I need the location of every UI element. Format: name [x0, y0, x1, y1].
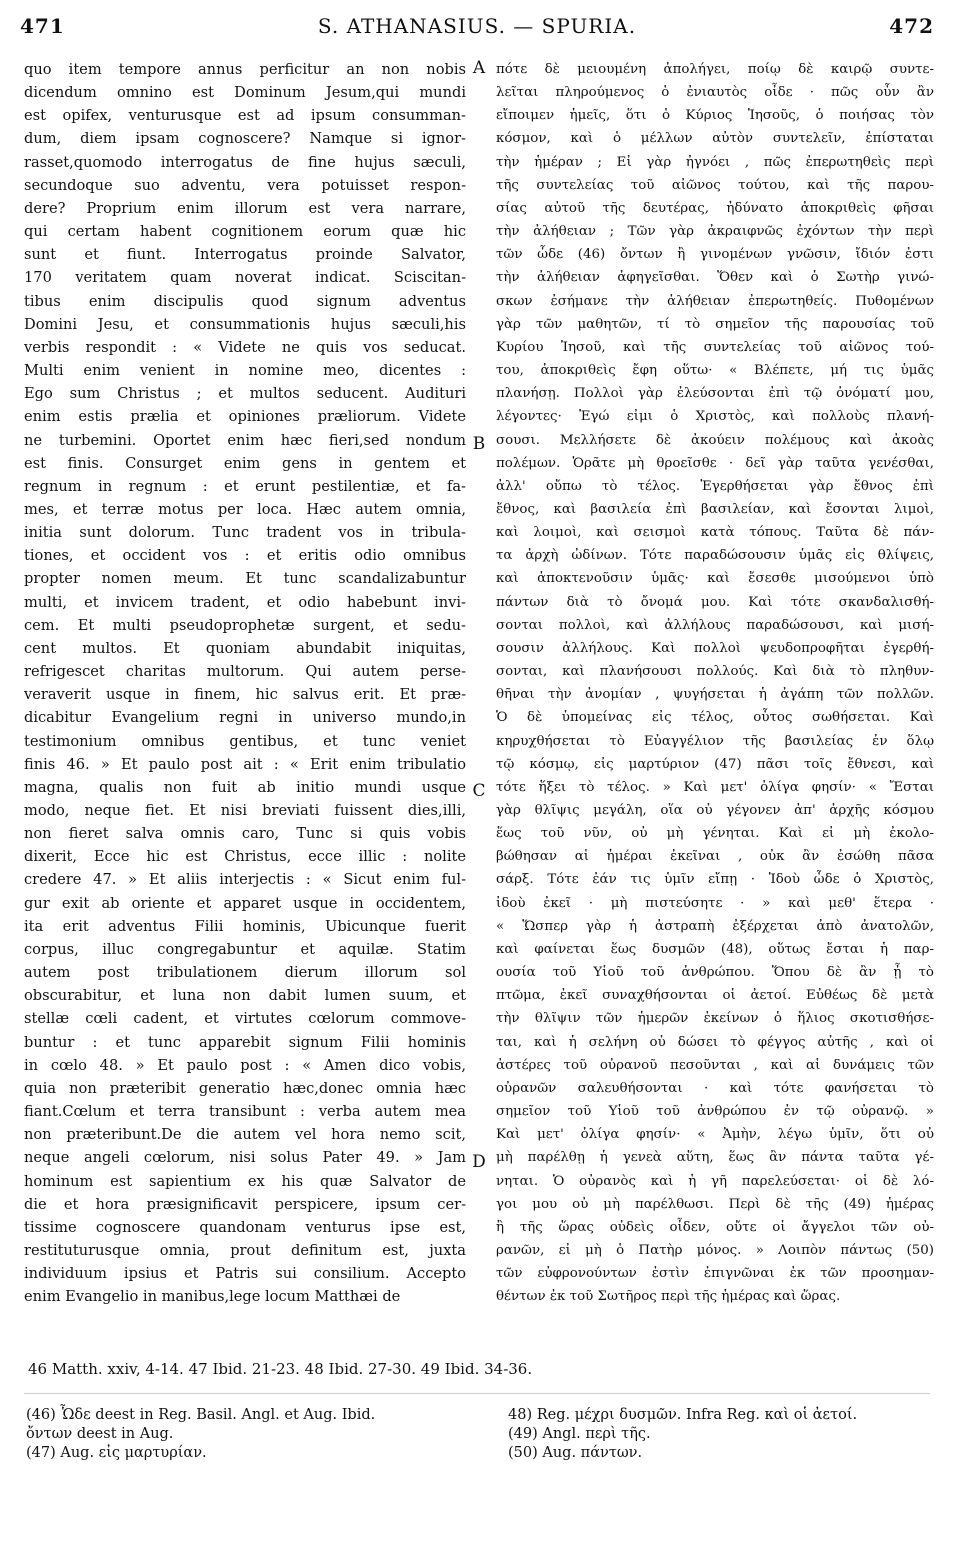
latin-text-line: Ego sum Christus ; et multos seducent. Audituri [24, 385, 466, 403]
greek-text-line: λεῖται πληρούμενος ὁ ἐνιαυτὸς οἶδε · πῶς οὖν ἂν [496, 85, 934, 101]
footnote-line: (46) Ὧδε deest in Reg. Basil. Angl. et Aug. Ibid. [26, 1407, 376, 1423]
latin-text-line: die et hora præsignificavit perspicere, ipsum cer- [24, 1195, 466, 1213]
latin-text-line: in cœlo 48. » Et paulo post : « Amen dico vobis, [24, 1056, 466, 1074]
latin-text-line: non fieret salva omnis caro, Tunc si quis vobis [24, 825, 466, 843]
greek-text-line: τὴν ἀλήθειαν ἀφηγεῖσθαι. Ὅθεν καὶ ὁ Σωτὴρ γινώ- [496, 270, 934, 286]
greek-text-line: οὐρανῶν σαλευθήσονται · καὶ τότε φανήσεται τὸ [496, 1080, 934, 1096]
greek-text-line: ἔθνος, καὶ βασιλεία ἐπὶ βασιλείαν, καὶ ἔσονται λιμοὶ, [496, 501, 934, 517]
latin-text-line: cent multos. Et quoniam abundabit iniquitas, [24, 639, 466, 657]
latin-text-line: propter nomen meum. Et tunc scandalizabuntur [24, 570, 466, 588]
latin-text-line: rasset,quomodo interrogatus de fine hujus sæculi, [24, 153, 466, 171]
greek-text-line: κηρυχθήσεται τὸ Εὐαγγέλιον τῆς βασιλείας ἐν ὅλῳ [496, 733, 934, 749]
latin-text-line: initia sunt dolorum. Tunc tradent vos in tribula- [24, 524, 466, 542]
latin-text-line: est opifex, venturusque est ad ipsum consumman- [24, 107, 466, 125]
footnote-line: 48) Reg. μέχρι δυσμῶν. Infra Reg. καὶ οἱ ἀετοί. [508, 1407, 858, 1423]
latin-text-line: enim Evangelio in manibus,lege locum Matthæi de [24, 1288, 401, 1306]
footnotes-right [508, 1406, 928, 1463]
greek-text-line: σουσιν ἀλλήλους. Καὶ πολλοὶ ψευδοπροφῆται ἐγερθή- [496, 640, 934, 656]
latin-text-line: dicabitur Evangelium regni in universo mundo,in [24, 709, 466, 727]
greek-text-line: γὰρ θλῖψις μεγάλη, οἵα οὐ γέγονεν ἀπ' ἀρχῆς κόσμου [496, 803, 934, 818]
greek-text-line: γοι μου οὐ μὴ παρέλθωσι. Περὶ δὲ τῆς (49) ἡμέρας [496, 1196, 934, 1212]
footnote-divider [24, 1393, 930, 1394]
greek-text-line: Κυρίου Ἰησοῦ, καὶ τῆς συντελείας τοῦ αἰῶνος τού- [496, 339, 934, 355]
latin-text-line: quo item tempore annus perficitur an non nobis [24, 61, 466, 78]
latin-text-line: est finis. Consurget enim gens in gentem et [24, 454, 466, 472]
greek-text-line: σάρξ. Τότε ἐάν τις ὑμῖν εἴπῃ · Ἰδοὺ ὧδε ὁ Χριστὸς, [496, 872, 934, 888]
latin-text-line: veraverit usque in finem, hic salvus erit. Et præ- [24, 686, 466, 704]
greek-text-line: ἢ τῆς ὥρας οὐδεὶς οἶδεν, οὔτε οἱ ἄγγελοι τῶν οὐ- [496, 1219, 934, 1235]
latin-text-line: tiones, et occident vos : et eritis odio omnibus [24, 547, 466, 565]
greek-text-line: ἰδοὺ ἐκεῖ · μὴ πιστεύσητε · » καὶ μεθ' ἕτερα · [496, 895, 934, 911]
latin-text-line: stellæ cœli cadent, et virtutes cœlorum commove- [24, 1010, 466, 1028]
section-marker-d: D [472, 1152, 486, 1172]
greek-text-line: βώθησαν αἱ ἡμέραι ἐκεῖναι , οὐκ ἂν ἐσώθη πᾶσα [496, 849, 934, 865]
latin-text-line: cem. Et multi pseudoprophetæ surgent, et sedu- [24, 616, 466, 634]
greek-text-line: νηται. Ὁ οὐρανὸς καὶ ἡ γῆ παρελεύσεται· οἱ δὲ λό- [496, 1173, 934, 1189]
latin-text-line: tibus enim discipulis quod signum adventus [24, 292, 466, 310]
latin-text-line: gur exit ab oriente et apparet usque in occidentem, [24, 894, 466, 912]
greek-text-line: σημεῖον τοῦ Υἱοῦ τοῦ ἀνθρώπου ἐν τῷ οὐρανῷ. » [496, 1104, 934, 1120]
latin-text-line: magna, qualis non fuit ab initio mundi usque [24, 778, 466, 796]
latin-text-line: enim estis prælia et opiniones præliorum. Videte [24, 408, 466, 426]
greek-text-line: ουσία τοῦ Υἱοῦ τοῦ ἀνθρώπου. Ὅπου δὲ ἂν ᾖ τὸ [496, 965, 934, 981]
latin-text-line: dere? Proprium enim illorum est vera narrare, [24, 199, 466, 217]
greek-text-line: τὴν ἡμέραν ; Εἰ γὰρ ἠγνόει , πῶς ἐπερωτηθεὶς περὶ [496, 154, 934, 170]
greek-text-line: τα ἀρχὴ ὠδίνων. Τότε παραδώσουσιν ὑμᾶς εἰς θλίψεις, [496, 548, 934, 564]
greek-text-line: εἴποιμεν ἡμεῖς, ὅτι ὁ Κύριος Ἰησοῦς, ὁ ποιήσας τὸν [496, 108, 934, 124]
latin-text-line: neque angeli cœlorum, nisi solus Pater 49. » Jam [24, 1149, 466, 1167]
latin-text-line: secundoque suo adventu, vera potuisset respon- [24, 176, 466, 194]
greek-text-line: τῷ κόσμῳ, εἰς μαρτύριον (47) πᾶσι τοῖς ἔθνεσι, καὶ [496, 756, 934, 772]
latin-text-line: sunt et fiunt. Interrogatus proinde Salvator, [24, 246, 466, 264]
latin-text-line: testimonium omnibus gentibus, et tunc veniet [24, 732, 466, 750]
greek-text-line: καὶ ἀποκτενοῦσιν ὑμᾶς· καὶ ἔσεσθε μισούμενοι ὑπὸ [496, 571, 934, 587]
greek-text-line: σίας αὐτοῦ τῆς δευτέρας, ἠδύνατο ἀποκριθεὶς φῆσαι [496, 200, 934, 216]
latin-text-line: regnum in regnum : et erunt pestilentiæ, et fa- [24, 477, 466, 495]
greek-text-line: πολέμων. Ὁρᾶτε μὴ θροεῖσθε · δεῖ γὰρ ταῦτα γενέσθαι, [496, 455, 934, 471]
latin-text-line: dum, diem ipsam cognoscere? Namque si ignor- [24, 130, 466, 148]
footnote-line: (49) Angl. περὶ τῆς. [508, 1426, 651, 1442]
greek-text-line: « Ὥσπερ γὰρ ἡ ἀστραπὴ ἐξέρχεται ἀπὸ ἀνατολῶν, [496, 918, 934, 934]
footnote-line: (50) Aug. πάντων. [508, 1445, 643, 1461]
greek-text-line: Καὶ μετ' ὀλίγα φησίν· « Ἀμὴν, λέγω ὑμῖν, ὅτι οὐ [496, 1127, 934, 1143]
page-header [20, 14, 934, 48]
latin-text-line: fiant.Cœlum et terra transibunt : verba autem mea [24, 1103, 466, 1121]
greek-text-line: Ὁ δὲ ὑπομείνας εἰς τέλος, οὗτος σωθήσεται. Καὶ [496, 710, 934, 726]
latin-text-line: buntur : et tunc apparebit signum Filii hominis [24, 1033, 466, 1051]
greek-text-line: ἀστέρες τοῦ οὐρανοῦ πεσοῦνται , καὶ αἱ δυνάμεις τῶν [496, 1057, 934, 1073]
greek-text-line: καὶ φαίνεται ἕως δυσμῶν (48), οὕτως ἔσται ἡ παρ- [496, 941, 934, 957]
greek-text-line: τῆς συντελείας τοῦ αἰῶνος τούτου, καὶ τῆς παρου- [496, 177, 934, 193]
latin-text-line: Domini Jesu, et consummationis hujus sæculi,his [24, 315, 466, 333]
greek-text-line: θῆναι τὴν ἀνομίαν , ψυγήσεται ἡ ἀγάπη τῶν πολλῶν. [496, 687, 934, 703]
greek-text-line: του, ἀποκριθεὶς ἔφη οὕτω· « Βλέπετε, μή τις ὑμᾶς [496, 363, 934, 379]
page-number-left: 471 [20, 14, 65, 38]
greek-text-line: τῶν εὐφρονούντων ἐστὶν ἐπιγνῶναι ἐκ τῶν προσημαν- [496, 1266, 934, 1282]
latin-text-line: dicendum omnino est Dominum Jesum,qui mundi [24, 84, 466, 102]
section-marker-a: A [472, 58, 486, 78]
latin-text-line: quia non præteribit generatio hæc,donec omnia hæc [24, 1079, 466, 1097]
latin-text-line: corpus, illuc congregabuntur et aquilæ. Statim [24, 940, 466, 958]
latin-text-line: ne turbemini. Oportet enim hæc fieri,sed nondum [24, 431, 466, 449]
section-marker-b: B [472, 434, 486, 454]
latin-text-line: multi, et invicem tradent, et odio habebunt invi- [24, 593, 466, 611]
greek-text-line: τὴν ἀλήθειαν ; Τῶν γὰρ ἀκραιφνῶς ἐχόντων τὴν περὶ [496, 224, 934, 240]
greek-text-line: πτῶμα, ἐκεῖ συναχθήσονται οἱ ἀετοί. Εὐθέως δὲ μετὰ [496, 988, 934, 1004]
latin-text-line: 170 veritatem quam noverat indicat. Sciscitan- [24, 269, 466, 287]
latin-text-line: modo, neque fiet. Et nisi breviati fuissent dies,illi, [24, 802, 466, 819]
footnotes-left [26, 1406, 466, 1463]
greek-text-line: τότε ἥξει τὸ τέλος. » Καὶ μετ' ὀλίγα φησίν· « Ἔσται [496, 779, 934, 795]
latin-text-line: mes, et terræ motus per loca. Hæc autem omnia, [24, 500, 466, 518]
greek-text-line: τῶν ὧδε (46) ὄντων ἢ γινομένων γνῶσιν, ἴδιόν ἐστι [496, 247, 934, 263]
footnote-line: ὄντων deest in Aug. [26, 1426, 174, 1442]
page-number-right: 472 [889, 14, 934, 38]
footnote-line: (47) Aug. εἰς μαρτυρίαν. [26, 1445, 207, 1461]
greek-text-line: θέντων ἐκ τοῦ Σωτῆρος περὶ τῆς ἡμέρας καὶ ὥρας. [496, 1289, 841, 1305]
latin-text-line: restituturusque omnia, prout definitum est, juxta [24, 1241, 466, 1259]
latin-text-line: obscurabitur, et luna non dabit lumen suum, et [24, 987, 466, 1005]
latin-text-line: hominum est sapientium ex his quæ Salvator de [24, 1172, 466, 1190]
greek-text-line: πάντων διὰ τὸ ὄνομά μου. Καὶ τότε σκανδαλισθή- [496, 594, 934, 610]
greek-text-line: μὴ παρέλθῃ ἡ γενεὰ αὕτη, ἕως ἂν πάντα ταῦτα γέ- [496, 1150, 934, 1166]
latin-text-line: refrigescet charitas multorum. Qui autem perse- [24, 663, 466, 681]
greek-text-line: κόσμον, καὶ ὁ μέλλων αὐτὸν συντελεῖν, ἐπίσταται [496, 131, 934, 147]
greek-text-line: σουσι. Μελλήσετε δὲ ἀκούειν πολέμους καὶ ἀκοὰς [496, 432, 934, 448]
greek-text-line: λέγοντες· Ἐγώ εἰμι ὁ Χριστὸς, καὶ πολλοὺς πλανή- [496, 409, 934, 425]
greek-text-line: σονται, καὶ πλανήσουσι πολλούς. Καὶ διὰ τὸ πληθυν- [496, 664, 934, 680]
latin-text-line: individuum ipsius et Patris sui consilium. Accepto [24, 1265, 466, 1283]
latin-text-line: verbis respondit : « Videte ne quis vos seducat. [24, 338, 466, 356]
latin-text-line: autem post tribulationem dierum illorum sol [24, 964, 466, 982]
running-title: S. ATHANASIUS. — SPURIA. [317, 14, 637, 38]
greek-text-line: τὴν θλῖψιν τῶν ἡμερῶν ἐκείνων ὁ ἥλιος σκοτισθήσε- [496, 1011, 934, 1027]
latin-text-line: qui certam habent cognitionem eorum quæ hic [24, 223, 466, 241]
greek-text-line: πότε δὲ μειουμένη ἀπολήγει, ποίῳ δὲ καιρῷ συντε- [496, 62, 934, 77]
greek-text-line: πλανήσῃ. Πολλοὶ γὰρ ἐλεύσονται ἐπὶ τῷ ὀνόματί μου, [496, 386, 934, 402]
greek-text-line: καὶ λοιμοὶ, καὶ σεισμοὶ κατὰ τόπους. Ταῦτα δὲ πάν- [496, 525, 934, 541]
latin-text-line: tissime cognoscere quandonam venturus ipse est, [24, 1218, 466, 1236]
latin-text-line: dixerit, Ecce hic est Christus, ecce illic : nolite [24, 848, 466, 866]
greek-text-line: ἕως τοῦ νῦν, οὐ μὴ γένηται. Καὶ εἰ μὴ ἐκολο- [496, 826, 934, 842]
latin-text-line: ita erit adventus Filii hominis, Ubicunque fuerit [24, 917, 466, 935]
greek-text-line: ρανῶν, εἰ μὴ ὁ Πατὴρ μόνος. » Λοιπὸν πάντως (50) [496, 1242, 934, 1258]
latin-text-line: credere 47. » Et aliis interjectis : « Sicut enim ful- [24, 871, 466, 889]
scripture-references: 46 Matth. xxiv, 4-14. 47 Ibid. 21-23. 48 Ibid. 27-30. 49 Ibid. 34-36. [28, 1360, 533, 1378]
latin-column [24, 58, 466, 1308]
greek-text-line: γὰρ τῶν μαθητῶν, τί τὸ σημεῖον τῆς παρουσίας τοῦ [496, 316, 934, 332]
latin-text-line: Multi enim venient in nomine meo, dicentes : [24, 362, 466, 380]
greek-column [496, 58, 934, 1308]
section-marker-c: C [472, 781, 486, 801]
greek-text-line: ται, καὶ ἡ σελήνη οὐ δώσει τὸ φέγγος αὐτῆς , καὶ οἱ [496, 1034, 934, 1050]
greek-text-line: σκων ἐσήμανε τὴν ἀλήθειαν ἐπερωτηθείς. Πυθομένων [496, 293, 934, 309]
greek-text-line: σονται πολλοὶ, καὶ ἀλλήλους παραδώσουσι, καὶ μισή- [496, 617, 934, 633]
latin-text-line: non præteribunt.De die autem vel hora nemo scit, [24, 1126, 466, 1144]
latin-text-line: finis 46. » Et paulo post ait : « Erit enim tribulatio [24, 755, 466, 773]
greek-text-line: ἀλλ' οὔπω τὸ τέλος. Ἐγερθήσεται γὰρ ἔθνος ἐπὶ [496, 478, 934, 494]
